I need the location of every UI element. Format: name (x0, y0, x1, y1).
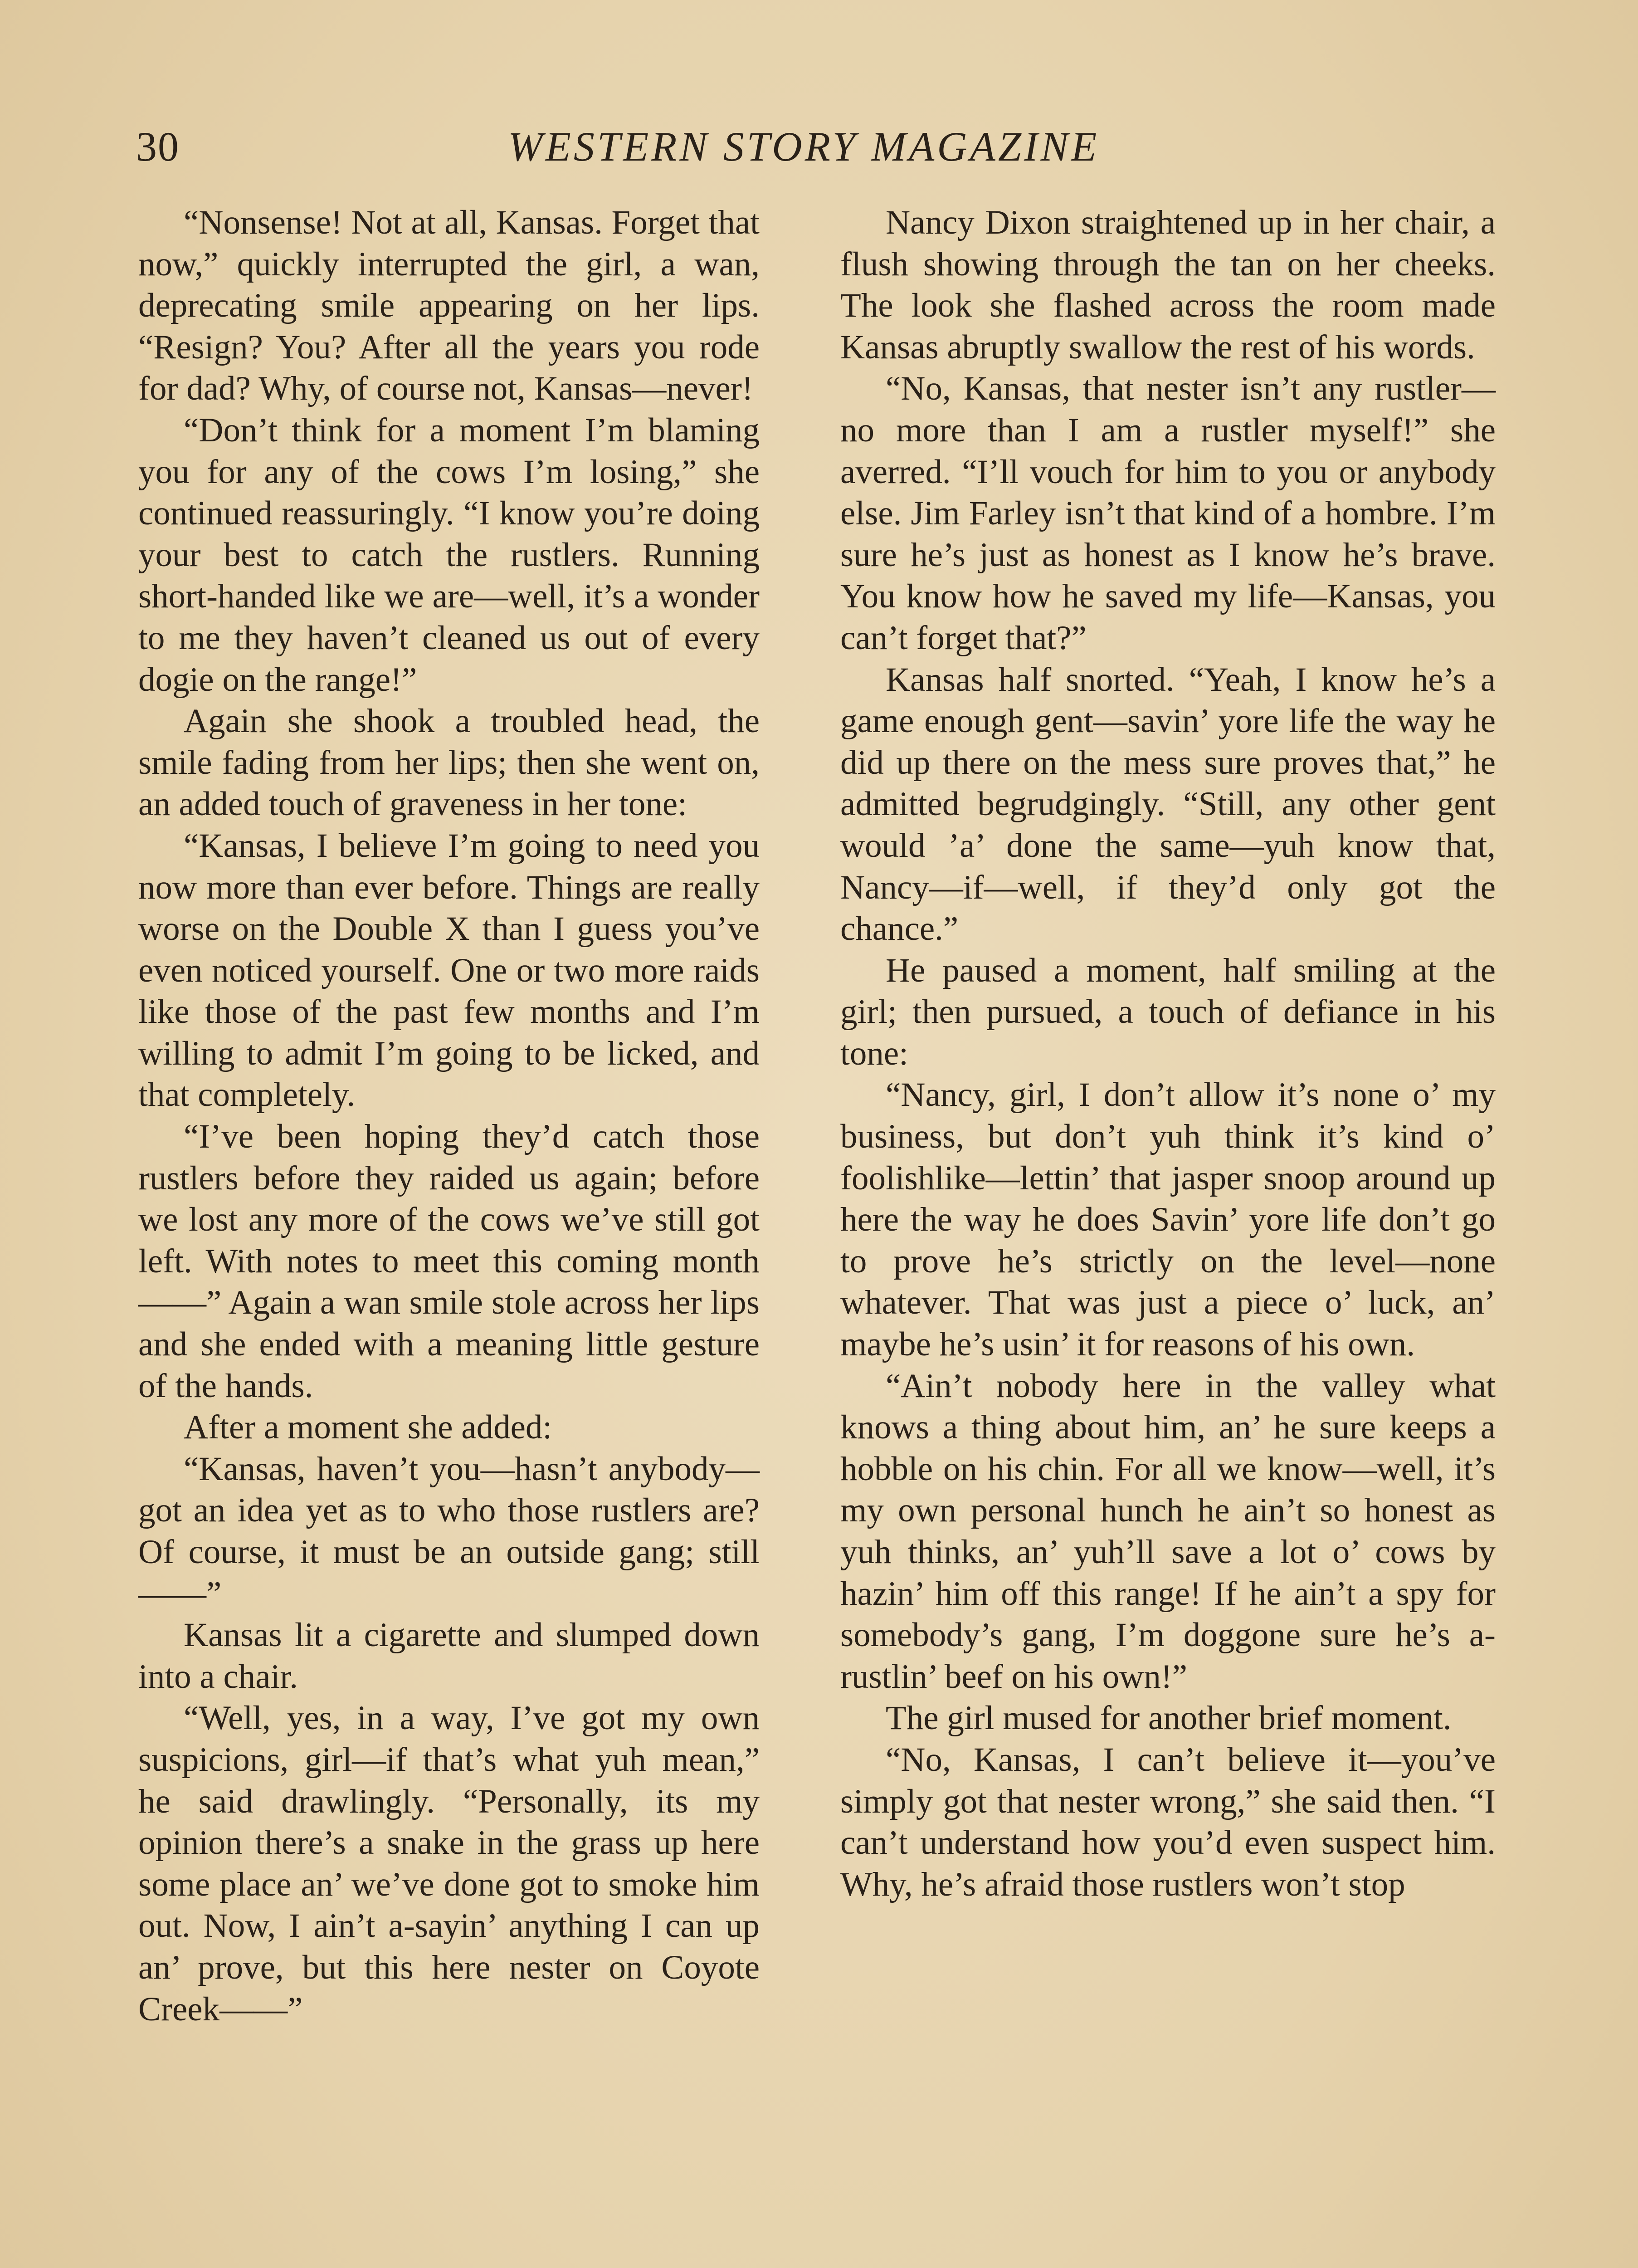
paragraph: “No, Kansas, that nester isn’t any rustler—no more than I am a rustler myself!” she averred. “I’ll vouch for him to you or anybody else. Jim Farley isn’t that kind of a hombre. I’m sure he’s just as honest as I know he’s brave. You know how he saved my life—Kansas, you can’t forget that?” (840, 370, 1496, 657)
running-head-title: WESTERN STORY MAGAZINE (508, 123, 1100, 170)
paragraph: “Kansas, haven’t you—hasn’t anybody—got an idea yet as to who those rustlers are? Of course, it must be an outside gang; still——” (138, 1450, 760, 1613)
page-number: 30 (136, 123, 180, 170)
paragraph: “Well, yes, in a way, I’ve got my own suspicions, girl—if that’s what yuh mean,” he said drawlingly. “Personally, its my opinion there’s a snake in the grass up here some place an’ we’ve done got to smoke him out. Now, I ain’t a-sayin’ anything I can up an’ prove, but this here nester on Coyote Creek——” (138, 1699, 760, 2028)
paragraph: “Don’t think for a moment I’m blaming you for any of the cows I’m losing,” she continued reassuringly. “I know you’re doing your best to catch the rustlers. Running short-handed like we are—well, it’s a wonder to me they haven’t cleaned us out of every dogie on the range!” (138, 411, 760, 699)
paragraph: After a moment she added: (184, 1408, 552, 1447)
paragraph: “Nancy, girl, I don’t allow it’s none o’ my business, but don’t yuh think it’s kind o’ foolishlike—lettin’ that jasper snoop around up here the way he does Savin’ yore life don’t go to prove he’s strictly on the level—none whatever. That was just a piece o’ luck, an’ maybe he’s usin’ it for reasons of his own. (840, 1076, 1496, 1364)
left-column (138, 202, 760, 2030)
paragraph: Again she shook a troubled head, the smile fading from her lips; then she went on, an added touch of graveness in her tone: (138, 702, 760, 823)
paragraph: “Ain’t nobody here in the valley what knows a thing about him, an’ he sure keeps a hobble on his chin. For all we know—well, it’s my own personal hunch he ain’t so honest as yuh thinks, an’ yuh’ll save a lot o’ cows by hazin’ him off this range! If he ain’t a spy for somebody’s gang, I’m doggone sure he’s a-rustlin’ beef on his own!” (840, 1367, 1496, 1696)
paragraph: “Kansas, I believe I’m going to need you now more than ever before. Things are really worse on the Double X than I guess you’ve even noticed yourself. One or two more raids like those of the past few months and I’m willing to admit I’m going to be licked, and that completely. (138, 826, 760, 1114)
paragraph: Kansas lit a cigarette and slumped down into a chair. (138, 1616, 760, 1696)
paragraph: “I’ve been hoping they’d catch those rustlers before they raided us again; before we lost any more of the cows we’ve still got left. With notes to meet this coming month——” Again a wan smile stole across her lips and she ended with a meaning little gesture of the hands. (138, 1118, 760, 1405)
paragraph: “Nonsense! Not at all, Kansas. Forget that now,” quickly interrupted the girl, a wan, deprecating smile appearing on her lips. “Resign? You? After all the years you rode for dad? Why, of course not, Kansas—never! (138, 204, 760, 408)
paragraph: “No, Kansas, I can’t believe it—you’ve simply got that nester wrong,” she said then. “I can’t understand how you’d even suspect him. Why, he’s afraid those rustlers won’t stop (840, 1740, 1496, 1903)
paragraph: The girl mused for another brief moment. (886, 1699, 1452, 1737)
paragraph: Nancy Dixon straightened up in her chair, a flush showing through the tan on her cheeks. The look she flashed across the room made Kansas abruptly swallow the rest of his words. (840, 204, 1496, 366)
paragraph: He paused a moment, half smiling at the girl; then pursued, a touch of defiance in his tone: (840, 951, 1496, 1072)
paragraph: Kansas half snorted. “Yeah, I know he’s a game enough gent—savin’ yore life the way he did up there on the mess sure proves that,” he admitted begrudgingly. “Still, any other gent would ’a’ done the same—yuh know that, Nancy—if—well, if they’d only got the chance.” (840, 660, 1496, 948)
right-column (840, 202, 1496, 1905)
